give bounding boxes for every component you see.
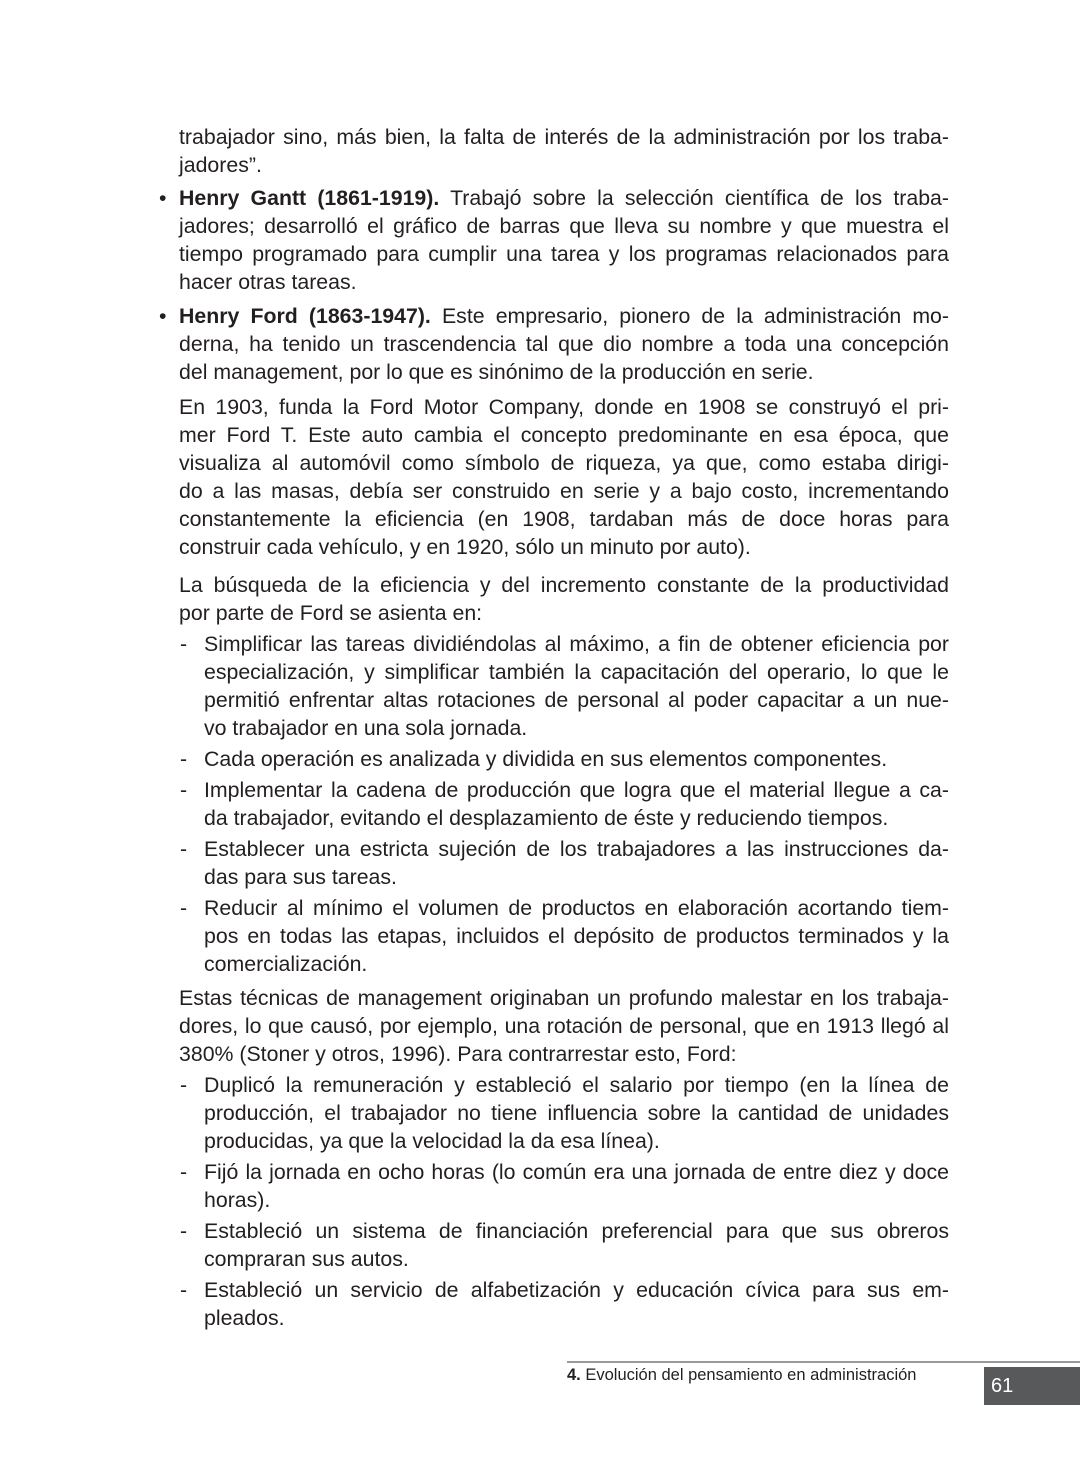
text-line: hacer otras tareas. <box>179 270 357 294</box>
bullet-item <box>159 302 949 386</box>
text-line: permitió enfrentar altas rotaciones de personal al poder capacitar a un nue- <box>204 688 949 712</box>
text-line: 380% (Stoner y otros, 1996). Para contrarrestar esto, Ford: <box>179 1042 737 1066</box>
dash-list-item <box>179 1158 949 1214</box>
text-line <box>179 302 949 330</box>
dash-list-item <box>179 776 949 832</box>
text-line: das para sus tareas. <box>204 865 397 889</box>
text-line: pos en todas las etapas, incluidos el depósito de productos terminados y la <box>204 924 949 948</box>
text-line: do a las masas, debía ser construido en serie y a bajo costo, incrementando <box>179 479 949 503</box>
line-text: Trabajó sobre la selección científica de los traba- <box>439 186 949 210</box>
dash-marker: - <box>180 896 188 920</box>
text-line: En 1903, funda la Ford Motor Company, donde en 1908 se construyó el pri- <box>179 395 949 419</box>
text-line: Estas técnicas de management originaban un profundo malestar en los trabaja- <box>179 986 949 1010</box>
footer-divider <box>567 1361 1080 1363</box>
text-line: tiempo programado para cumplir una tarea y los programas relacionados para <box>179 242 949 266</box>
text-line: horas). <box>204 1188 271 1212</box>
text-line: Implementar la cadena de producción que logra que el material llegue a ca- <box>204 778 949 802</box>
paragraph <box>179 571 949 627</box>
dash-marker: - <box>180 632 188 656</box>
text-line: producción, el trabajador no tiene influencia sobre la cantidad de unidades <box>204 1101 949 1125</box>
text-line: mer Ford T. Este auto cambia el concepto predominante en esa época, que <box>179 423 949 447</box>
text-line: construir cada vehículo, y en 1920, sólo un minuto por auto). <box>179 535 751 559</box>
bold-heading: Henry Ford (1863-1947). <box>179 304 431 328</box>
dash-list-item <box>179 1217 949 1273</box>
text-line <box>179 184 949 212</box>
bullet-marker: • <box>159 186 167 210</box>
text-line: Estableció un servicio de alfabetización y educación cívica para sus em- <box>204 1278 949 1302</box>
text-line: compraran sus autos. <box>204 1247 409 1271</box>
dash-list-item <box>179 1276 949 1332</box>
dash-marker: - <box>180 1278 188 1302</box>
text-line: vo trabajador en una sola jornada. <box>204 716 528 740</box>
bold-heading: Henry Gantt (1861-1919). <box>179 186 440 210</box>
paragraph <box>179 123 949 179</box>
dash-list-item <box>179 630 949 742</box>
running-footer <box>567 1366 916 1385</box>
text-line: Reducir al mínimo el volumen de productos en elaboración acortando tiem- <box>204 896 949 920</box>
text-line: Estableció un sistema de financiación preferencial para que sus obreros <box>204 1219 949 1243</box>
text-line: Duplicó la remuneración y estableció el salario por tiempo (en la línea de <box>204 1073 949 1097</box>
text-line: Establecer una estricta sujeción de los trabajadores a las instrucciones da- <box>204 837 949 861</box>
text-line: comercialización. <box>204 952 368 976</box>
dash-list-item <box>179 894 949 978</box>
paragraph <box>179 984 949 1068</box>
bullet-marker: • <box>159 304 167 328</box>
dash-list-item <box>179 745 949 773</box>
dash-marker: - <box>180 1219 188 1243</box>
text-line: jadores; desarrolló el gráfico de barras que lleva su nombre y que muestra el <box>179 214 949 238</box>
text-line: derna, ha tenido un trascendencia tal que dio nombre a toda una concepción <box>179 332 949 356</box>
dash-marker: - <box>180 778 188 802</box>
dash-marker: - <box>180 1073 188 1097</box>
line-text: Este empresario, pionero de la administración mo- <box>430 304 949 328</box>
text-line: dores, lo que causó, por ejemplo, una rotación de personal, que en 1913 llegó al <box>179 1014 949 1038</box>
paragraph <box>179 393 949 561</box>
dash-list-item <box>179 835 949 891</box>
text-line: visualiza al automóvil como símbolo de riqueza, ya que, como estaba dirigi- <box>179 451 949 475</box>
bullet-item <box>159 184 949 296</box>
text-line: Simplificar las tareas dividiéndolas al máximo, a fin de obtener eficiencia por <box>204 632 949 656</box>
text-line: da trabajador, evitando el desplazamiento de éste y reduciendo tiempos. <box>204 806 889 830</box>
page-body <box>159 123 949 1332</box>
text-line: especialización, y simplificar también la capacitación del operario, lo que le <box>204 660 949 684</box>
dash-marker: - <box>180 1160 188 1184</box>
text-line: pleados. <box>204 1306 285 1330</box>
chapter-title: Evolución del pensamiento en administración <box>580 1366 917 1384</box>
page-number: 61 <box>984 1367 1080 1405</box>
text-line: jadores”. <box>179 153 262 177</box>
dash-list-item <box>179 1071 949 1155</box>
text-line: producidas, ya que la velocidad la da esa línea). <box>204 1129 660 1153</box>
text-line: trabajador sino, más bien, la falta de interés de la administración por los traba- <box>179 125 949 149</box>
dash-marker: - <box>180 747 188 771</box>
chapter-number: 4. <box>567 1366 581 1384</box>
text-line: constantemente la eficiencia (en 1908, tardaban más de doce horas para <box>179 507 949 531</box>
text-line: por parte de Ford se asienta en: <box>179 601 483 625</box>
text-line: del management, por lo que es sinónimo de la producción en serie. <box>179 360 814 384</box>
dash-marker: - <box>180 837 188 861</box>
text-line: Cada operación es analizada y dividida en sus elementos componentes. <box>204 747 888 771</box>
text-line: La búsqueda de la eficiencia y del incremento constante de la productividad <box>179 573 949 597</box>
text-line: Fijó la jornada en ocho horas (lo común era una jornada de entre diez y doce <box>204 1160 949 1184</box>
